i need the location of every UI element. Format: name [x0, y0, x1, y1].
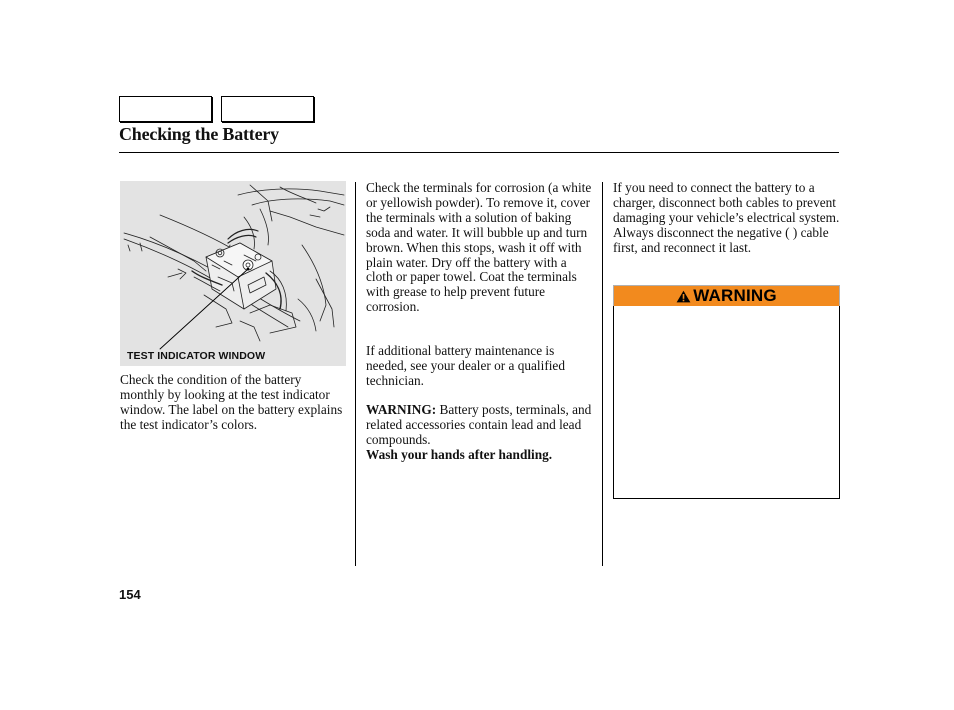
figure-caption: TEST INDICATOR WINDOW — [127, 350, 266, 362]
page-title: Checking the Battery — [119, 124, 279, 144]
title-rule — [119, 152, 839, 153]
nav-tab-1[interactable] — [119, 96, 212, 122]
column-divider-1 — [355, 182, 356, 566]
column-1-paragraph: Check the condition of the battery monthly by looking at the test indicator window. The label on the battery explains the test indicator’s colors. — [120, 372, 343, 432]
column-3-paragraph: If you need to connect the battery to a charger, disconnect both cables to prevent damaging your vehicle’s electrical system. Always disconnect the negative ( ) cable first, and reconnect it last. — [613, 180, 840, 255]
warning-note-text: Battery posts, terminals, and related accessories contain lead and lead compounds. — [366, 402, 592, 447]
warning-triangle-icon — [676, 290, 691, 303]
warning-note-bold: Wash your hands after handling. — [366, 446, 553, 462]
warning-note-label: WARNING: — [366, 402, 437, 417]
column-2-warning-note — [366, 403, 596, 463]
warning-box-title: WARNING — [693, 286, 777, 305]
column-2-paragraph-2: If additional battery maintenance is needed, see your dealer or a qualified technician. — [366, 343, 565, 388]
nav-tab-2[interactable] — [221, 96, 314, 122]
warning-box-body — [613, 306, 840, 499]
column-divider-2 — [602, 182, 603, 566]
column-2-paragraph-1: Check the terminals for corrosion (a white or yellowish powder). To remove it, cover the terminals with a solution of baking soda and water. It will bubble up and turn brown. When this stops, wash it off with plain water. Dry off the battery with a cloth or paper towel. Coat the terminals with grease to help prevent future corrosion. — [366, 180, 592, 315]
engine-bay-drawing — [120, 181, 346, 366]
page-number: 154 — [119, 587, 141, 602]
warning-box-header — [613, 285, 840, 307]
battery-illustration — [120, 181, 346, 366]
